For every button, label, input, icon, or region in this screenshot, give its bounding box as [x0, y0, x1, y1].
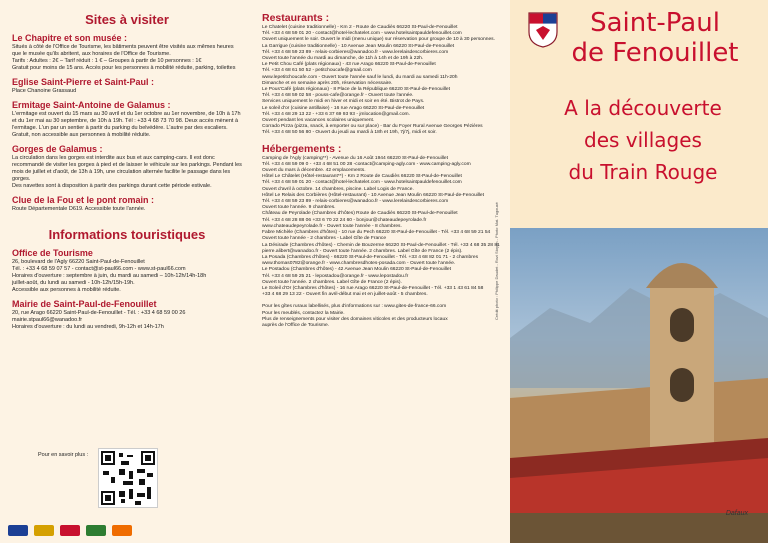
town-title-line-1: Saint-Paul: [590, 8, 720, 38]
heb-line: La Désirade (Chambres d'hôtes) - Chemin de Bouzerme 66220 St-Paul-de-Fenouillet - Tél. +33 4 68 35 28 81: [262, 242, 500, 248]
resto-line: Ouvert pendant les vacances scolaires uniquement.: [262, 118, 375, 124]
heb-line: Hôtel Le Châtelet (Hôtel-restaurant**) - Km 2 Route de Caudiès 66220 St-Paul-de-Fenouillet: [262, 174, 462, 180]
resto-line: Tél. +33 4 68 59 02 58 - pouss-cafe@orange.fr - Ouvert toute l'année.: [262, 93, 414, 99]
partner-logo: [34, 525, 54, 536]
subtitle-line-1: A la découverte: [564, 96, 722, 120]
heb-line: Tél. +33 4 68 59 09 0 - +33 4 68 51 00 28 -contact@camping-agly.com - www.camping-agly.com: [262, 161, 471, 167]
resto-line: Le Pous'Café (plats régionaux) - 8 Place de la République 66220 St-Paul-de-Fenouillet: [262, 87, 450, 93]
heb-line: Tél. +33 4 68 28 88 06 +33 6 70 22 24 60 - bonjour@chateaudepeyrolade.fr: [262, 217, 427, 223]
footer-line: Pour les meublés, contactez la Mairie.: [262, 310, 345, 316]
restaurants-list: [262, 25, 502, 137]
sites-title: Sites à visiter: [85, 12, 169, 27]
ot-heading: Office de Tourisme: [12, 248, 93, 258]
partner-logo: [86, 525, 106, 536]
resto-line: Services uniquement le midi en hiver et midi et soir en été. Bistrot de Pays.: [262, 99, 425, 105]
partner-logos: [8, 523, 248, 537]
gorges-text-2: Des navettes sont à disposition à partir des parkings durant cette période estivale.: [12, 183, 212, 189]
qr-code[interactable]: [98, 448, 158, 508]
footer-line: Plus de renseignements pour visiter des domaines viticoles et des producteurs locaux: [262, 316, 448, 322]
column-cover: [510, 0, 768, 543]
hebergements-heading: Hébergements :: [262, 142, 342, 155]
mairie-heading: Mairie de Saint-Paul-de-Fenouillet: [12, 299, 157, 309]
photo-signature: Dafaux: [725, 510, 748, 517]
cover-subtitle: [528, 92, 758, 188]
church-photo: [510, 228, 768, 543]
heb-line: Ouvert toute l'année. 2 chambres. Label Gîte de France (2 épis).: [262, 279, 402, 285]
heb-line: Tél. +33 4 68 59 01 20 - contact@hotel-lechatelet.com - www.hotelsaintpauldefenouillet.com: [262, 180, 462, 186]
heb-line: Fabre Michèle (Chambres d'hôtes) - 10 rue du Pech 66220 St-Paul-de-Fenouillet - Tél. +33 4 68 59 21 54: [262, 230, 491, 236]
gorges-text: La circulation dans les gorges est interdite aux bus et aux camping-cars. Il est donc recommandé de visiter les gorges à pied et de laisser le véhicule sur les parkings. Pendant les mois de juillet et d'août, de 13h à 19h, une circulation alternée facilite le passage dans les gorges.: [12, 155, 242, 182]
ot-address: 26, boulevard de l'Agly 66220 Saint-Paul-de-Fenouillet: [12, 259, 145, 265]
chapitre-text: Situés à côté de l'Office de Tourisme, les bâtiments peuvent être visités aux mêmes heures que le musée qu'ils abritent, aux horaires de l'Office de Tourisme.: [12, 44, 234, 57]
chapitre-heading: Le Chapitre et son musée :: [12, 33, 128, 43]
eglise-heading: Eglise Saint-Pierre et Saint-Paul :: [12, 77, 155, 87]
resto-line: www.lepetitchoucafe.com - Ouvert toute l'année sauf le lundi, du mardi au samedi 11h-20h: [262, 74, 458, 80]
heb-line: Hôtel Le Relais des Corbières (Hôtel-restaurant) - 10 Avenue Jean Moulin 66220 St-Paul-de-Fenouillet: [262, 192, 485, 198]
heb-line: pierre.alibert@wanadoo.fr - Ouvert toute l'année. 2 chambres. Label Gîte de France (2 épis).: [262, 248, 463, 254]
chapitre-tarif: Tarifs : Adultes : 2€ – Tarif réduit : 1 € – Groupes à partir de 10 personnes : 1€: [12, 58, 202, 64]
heb-line: Le Soleil d'Or (Chambres d'hôtes) - 16 rue Arago 66220 St-Paul-de-Fenouillet - Tél. +33 1 43 61 84 58: [262, 285, 484, 291]
resto-line: Tél. +33 4 68 59 01 20 - contact@hotel-lechatelet.com - www.hotelsaintpauldefenouillet.com: [262, 31, 462, 37]
resto-line: Ouvert toute l'année du mardi au dimanche, de 11h à 14h et de 19h à 22h.: [262, 56, 424, 62]
resto-line: Le Petit Chou Café (plats régionaux) - 43 rue Arago 66220 St-Paul-de-Fenouillet: [262, 62, 436, 68]
heb-line: Camping de l'Agly (camping**) - Avenue du 16 Août 1944 66220 St-Paul-de-Fenouillet: [262, 155, 448, 161]
resto-line: Tél. +33 4 68 29 13 22 - +33 6 37 69 93 93 - jmlocation@gmail.com.: [262, 111, 410, 117]
heb-line: Tél. +33 4 68 59 25 21 - lepostadou@orange.fr - www.lepostadou.fr: [262, 273, 409, 279]
heb-line: Ouvert toute l'année - 2 chambres - Label Gîte de France: [262, 236, 387, 242]
heb-line: Ouvert du mars à décembre. 42 emplacements.: [262, 168, 366, 174]
photo-credit: Crédit photo : Philippe Daudet - Rozi Stoyan - Photo Mat. Tugouxé: [494, 202, 499, 320]
subtitle-line-2: des villages: [584, 128, 702, 152]
mairie-address: 20, rue Arago 66220 Saint-Paul-de-Fenouillet - Tél. : +33 4 68 59 00 26: [12, 310, 186, 316]
heb-line: Château de Peyrolade (Chambres d'hôtes) Route de Caudiès 66220 St-Paul-de-Fenouillet: [262, 211, 458, 217]
column-sites: [0, 0, 254, 543]
ot-contact: Tél. : +33 4 68 59 07 57 - contact@st-paul66.com - www.st-paul66.com: [12, 266, 186, 272]
heb-line: www.thomas0782@orange.fr - www.chambresdhotes-posada.com - Ouvert toute l'année.: [262, 261, 456, 267]
resto-line: Tél. +33 4 68 50 56 80 - Ouvert du jeudi au mardi à 18h et 19h, 7j/7j, midi et soir.: [262, 130, 437, 136]
ot-hours: Horaires d'ouverture : septembre à juin, du mardi au samedi – 10h-12h/14h-18h: [12, 273, 207, 279]
church-bell-tower-icon: [510, 228, 768, 543]
town-title: [550, 8, 760, 68]
resto-line: Dimanche et en semaine après 20h, réservation nécessaire.: [262, 80, 393, 86]
heb-line: Ouvert d'avril à octobre. 14 chambres, piscine. Label Logis de France.: [262, 186, 414, 192]
eglise-text: Place Chanoine Grassaud: [12, 88, 77, 94]
footer-notes: [262, 304, 502, 329]
partner-logo: [60, 525, 80, 536]
heb-line: www.chateaudepeyrolade.fr - Ouvert toute l'année - 8 chambres.: [262, 223, 402, 229]
heb-line: Ouvert toute l'année. 9 chambres.: [262, 205, 336, 211]
town-title-line-2: de Fenouillet: [571, 38, 739, 68]
qr-label: Pour en savoir plus :: [38, 452, 89, 458]
gorges-heading: Gorges de Galamus :: [12, 144, 103, 154]
mairie-mail: mairie.stpaul66@wanadoo.fr: [12, 317, 83, 323]
resto-line: Tél. +33 4 68 59 23 89 - relais-corbieres@wanadoo.fr - www.lerelaisdescorbieres.com: [262, 49, 449, 55]
footer-line: auprès de l'Office de Tourisme.: [262, 322, 330, 328]
heb-line: Tél. +33 4 68 59 23 89 - relais-corbieres@wanadoo.fr - www.lerelaisdescorbieres.com: [262, 199, 449, 205]
galamus-text: L'ermitage est ouvert du 15 mars au 30 avril et du 1er octobre au 1er novembre, de 10h à 17h et du 1er mai au 30 septembre, de 10h à 19h. Tél : +33 4 68 73 70 98. Deux accès mènent à l'ermitage. L'un par un sentier à partir du parking du belvédère. L'autre par des escaliers. Gratuit, non accessible aux personnes à mobilité réduite.: [12, 111, 241, 138]
mairie-hours: Horaires d'ouverture : du lundi au vendredi, 9h-12h et 14h-17h: [12, 324, 164, 330]
heb-line: Le Postadou (Chambres d'hôtes) - 42 Avenue Jean Moulin 66220 St-Paul-de-Fenouillet: [262, 267, 451, 273]
resto-line: Le soleil d'or (cuisine antillaise) - 16 rue Arago 66220 St-Paul-de-Fenouillet: [262, 105, 425, 111]
resto-line: Tél. +33 4 68 61 50 52 - petitchoucafe@gmail.com: [262, 68, 372, 74]
partner-logo: [8, 525, 28, 536]
resto-line: La Garrigue (cuisine traditionnelle) - 10 Avenue Jean Moulin 66220 St-Paul-de-Fenouillet: [262, 43, 455, 49]
ot-hours-summer: juillet-août, du lundi au samedi - 10h-12h/15h-19h.: [12, 280, 135, 286]
footer-line: Pour les gîtes ruraux labellisés, plus d'informations sur : www.gites-de-france-66.com: [262, 304, 447, 310]
galamus-heading: Ermitage Saint-Antoine de Galamus :: [12, 100, 171, 110]
restaurants-heading: Restaurants :: [262, 12, 330, 24]
ot-access: Accessible aux personnes à mobilité réduite.: [12, 287, 121, 293]
column-services: [254, 0, 510, 543]
hebergements-list: [262, 156, 502, 299]
resto-line: Ouvert uniquement le soir. Ouvert le midi (menu unique) sur réservation pour groupe de 10 à 30 personnes.: [262, 37, 495, 43]
pont-heading: Clue de la Fou et le pont romain :: [12, 195, 155, 205]
partner-logo: [112, 525, 132, 536]
resto-line: Corrado Pizza (pizza, snack, à emporter ou sur place) - Bar du Foyer Rural Avenue Georges Pézières: [262, 124, 483, 130]
heb-line: +33 4 68 29 13 22 - Ouvert fin avril-début mai et en juillet-août - 5 chambres.: [262, 292, 428, 298]
heb-line: La Posada (Chambres d'hôtes) - 66220 St-Paul-de-Fenouillet - Tél. +33 4 68 82 01 71 - 2 chambres: [262, 254, 479, 260]
subtitle-line-3: du Train Rouge: [568, 160, 718, 184]
pont-text: Route Départementale D619. Accessible toute l'année.: [12, 206, 146, 212]
info-title: Informations touristiques: [48, 227, 206, 242]
chapitre-free: Gratuit pour moins de 15 ans. Accès pour les personnes à mobilité réduite, parking, toilettes: [12, 65, 236, 71]
qr-pattern-icon: [99, 449, 157, 507]
resto-line: Le Chatelet (cuisine traditionnelle) - Km 2 - Route de Caudiès 66220 St-Paul-de-Fenouillet: [262, 25, 458, 30]
